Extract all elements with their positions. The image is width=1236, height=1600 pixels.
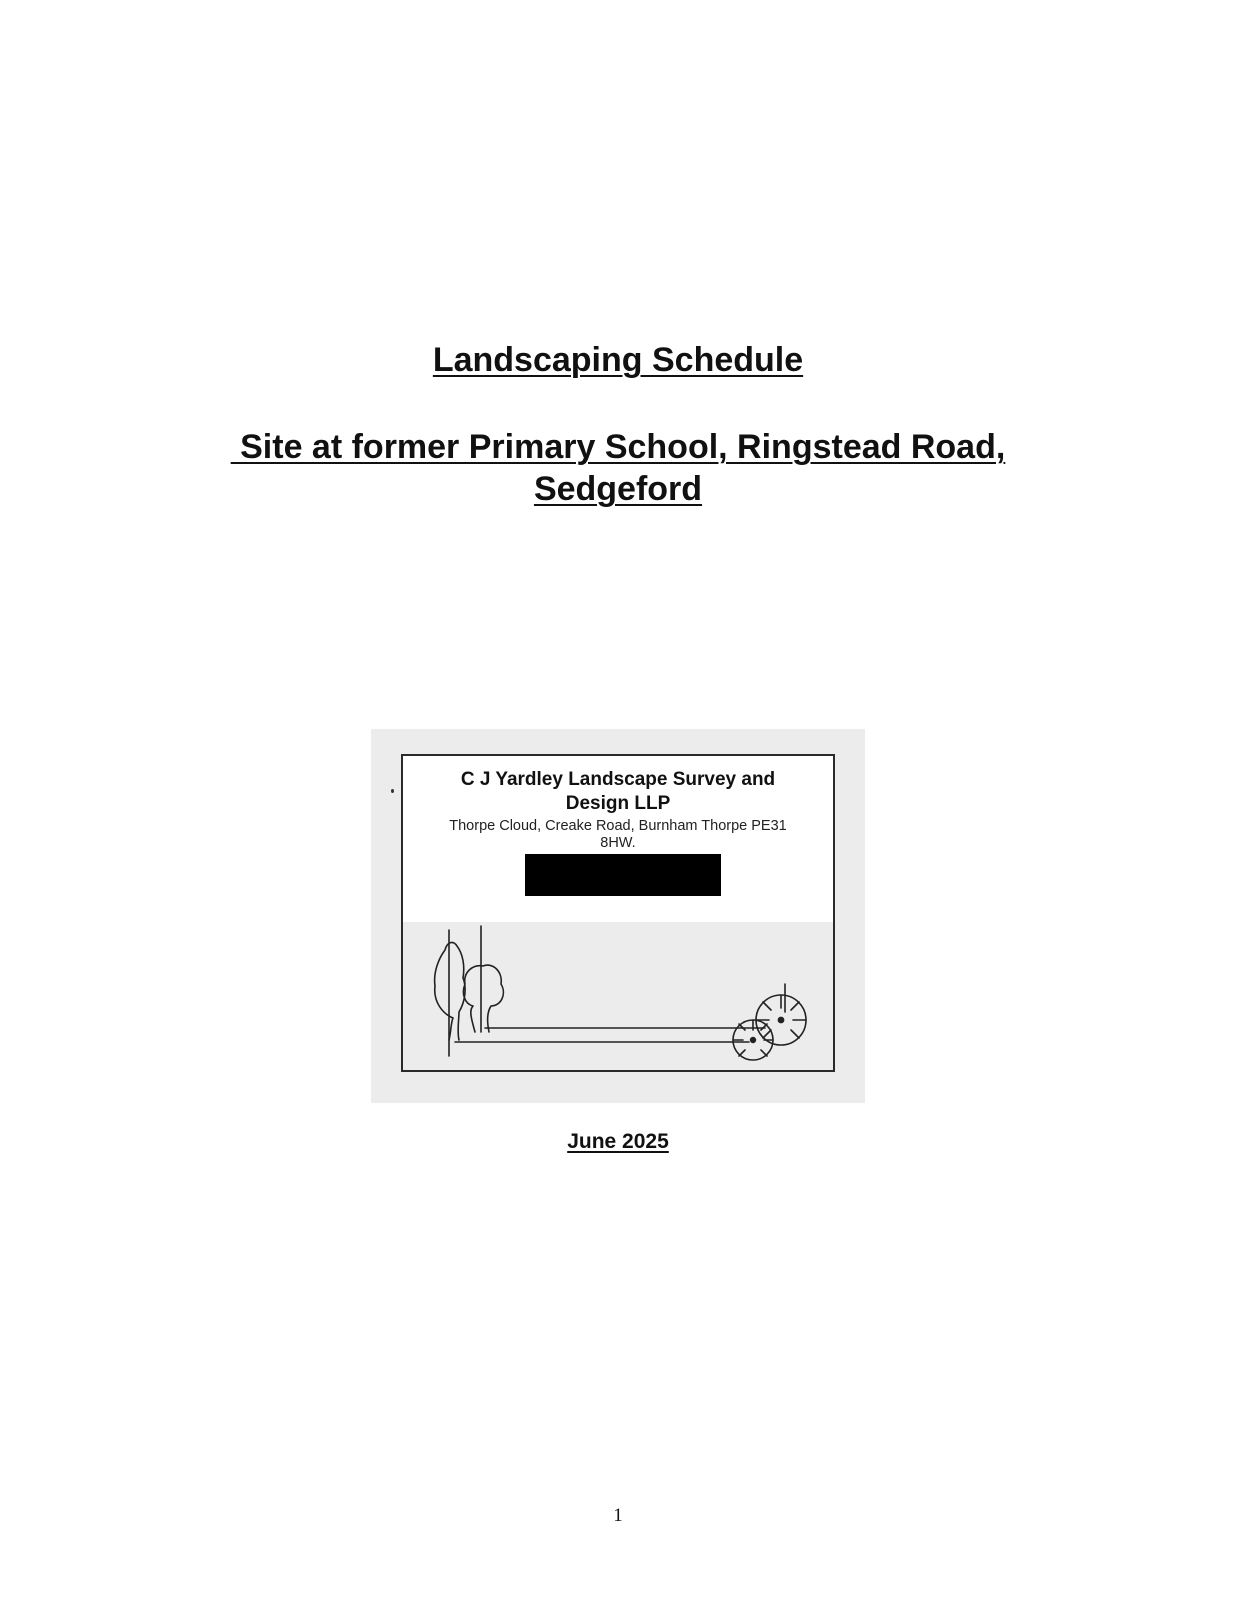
- round-tree-icon: [463, 965, 503, 1032]
- company-address-line-2: 8HW.: [600, 835, 636, 851]
- redaction-box: [525, 854, 721, 896]
- site-title: [0, 426, 1236, 510]
- company-logo-card: [371, 729, 865, 1103]
- plant-symbol-icon-2: [756, 984, 806, 1045]
- page-number: 1: [613, 1505, 623, 1526]
- company-name: [403, 768, 833, 816]
- document-title: Landscaping Schedule: [432, 341, 804, 379]
- company-name-line-2: Design LLP: [565, 793, 671, 814]
- site-title-line-2: Sedgeford: [533, 470, 703, 508]
- company-name-line-1: C J Yardley Landscape Survey and: [460, 769, 776, 790]
- scan-speck: [391, 789, 394, 793]
- tree-logo-illustration: [403, 922, 833, 1070]
- company-logo-frame: [401, 754, 835, 1072]
- company-address-line-1: Thorpe Cloud, Creake Road, Burnham Thorpe PE31: [449, 818, 787, 834]
- tall-tree-icon: [435, 943, 465, 1040]
- company-details: [403, 756, 833, 922]
- company-address: [403, 818, 833, 852]
- site-title-line-1: Site at former Primary School, Ringstead Road,: [230, 428, 1006, 466]
- document-date: June 2025: [567, 1130, 669, 1153]
